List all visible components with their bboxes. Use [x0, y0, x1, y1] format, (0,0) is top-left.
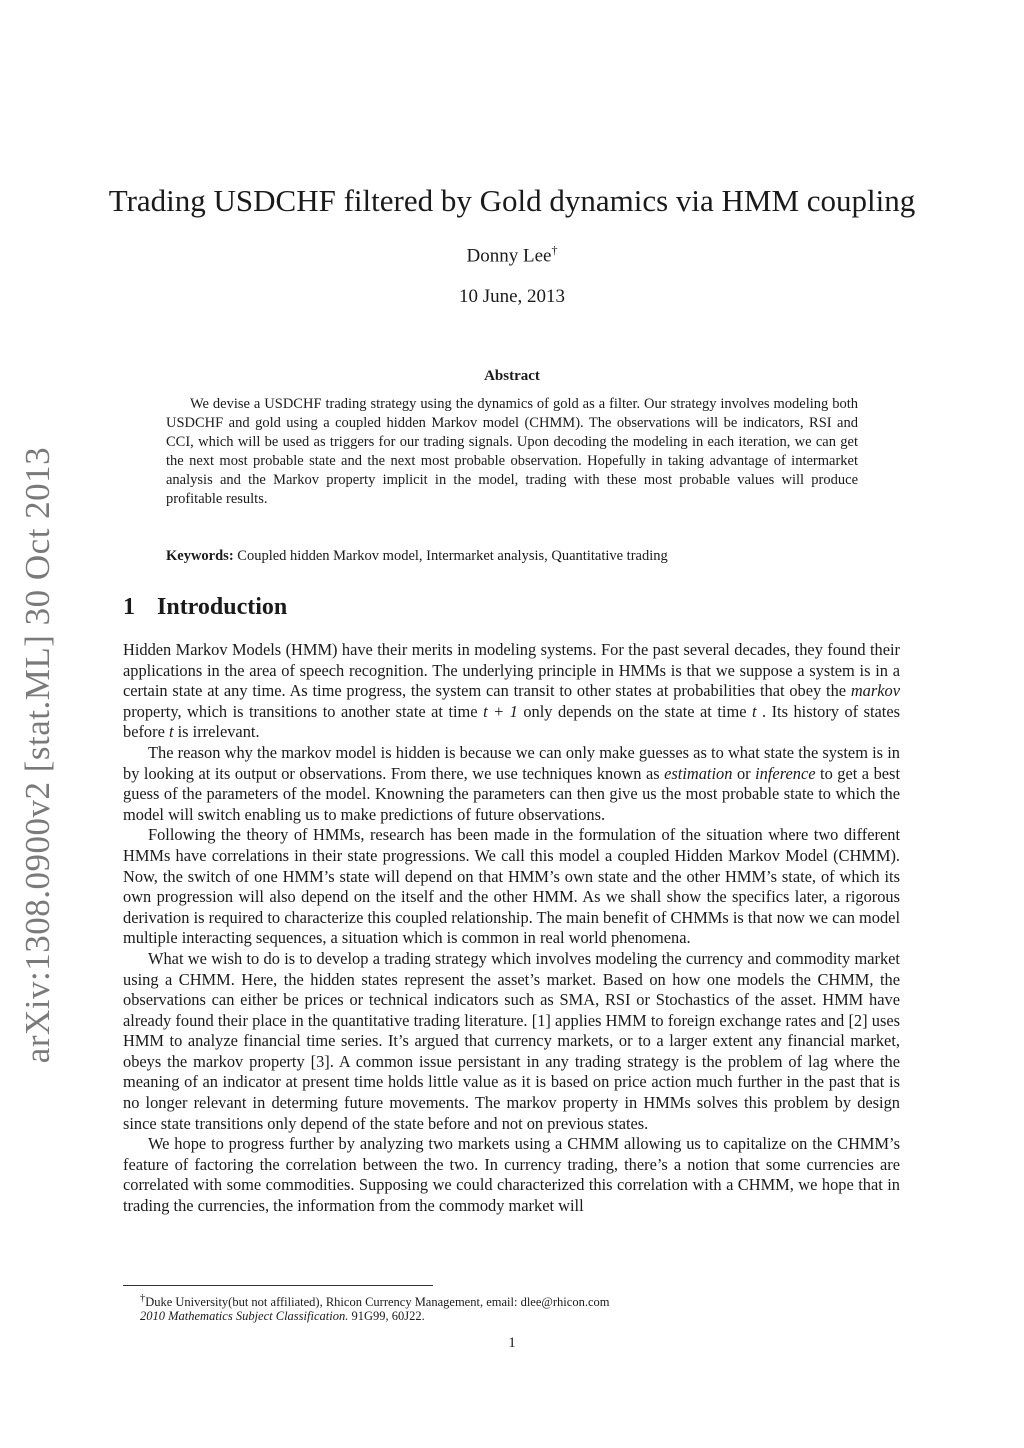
- keywords-line: [166, 547, 858, 566]
- paragraph-1-text-c: only depends on the state at time: [517, 701, 752, 721]
- paragraph-2-text-a: The reason why the markov model is hidden is because we can only make guesses as to what state the system is in by looking at its output or observations. From there, we use techniques known as: [123, 742, 900, 783]
- author-line: [0, 243, 1024, 267]
- abstract-heading: Abstract: [484, 368, 540, 384]
- section-number: 1: [123, 594, 135, 620]
- paragraph-1-emphasis-markov: markov: [850, 681, 900, 701]
- author-footnote-mark: †: [551, 243, 558, 257]
- paragraph-2: [123, 743, 900, 825]
- paragraph-2-emphasis-estimation: estimation: [664, 763, 733, 783]
- msc-label: 2010 Mathematics Subject Classification.: [140, 1309, 349, 1323]
- paper-title: Trading USDCHF filtered by Gold dynamics via HMM coupling: [108, 183, 916, 218]
- publication-date: 10 June, 2013: [458, 286, 566, 307]
- paragraph-1: [123, 640, 900, 743]
- msc-codes: 91G99, 60J22.: [348, 1309, 425, 1323]
- section-title: Introduction: [157, 594, 288, 620]
- paragraph-1-math-t-plus-1: t + 1: [483, 701, 518, 721]
- paragraph-4: What we wish to do is to develop a trading strategy which involves modeling the currency and commodity market using a CHMM. Here, the hidden states represent the asset’s market. Based on how one models the CHMM, the observations can either be prices or technical indicators such as SMA, RSI or Stochastics of the asset. HMM have already found their place in the quantitative trading literature. [1] applies HMM to foreign exchange rates and [2] uses HMM to analyze financial time series. It’s argued that currency markets, or to a larger extent any financial market, obeys the markov property [3]. A common issue persistant in any trading strategy is the problem of lag where the meaning of an indicator at present time holds little value as it is based on price action much further in the past that is no longer relevant in determing future movements. The markov property in HMMs solves this problem by design since state transitions only depend of the state before and not on previous states.: [123, 948, 900, 1133]
- paragraph-5: We hope to progress further by analyzing two markets using a CHMM allowing us to capitalize on the CHMM’s feature of factoring the correlation between the two. In currency trading, there’s a notion that some currencies are correlated with some commodities. Supposing we could characterized this correlation with a CHMM, we hope that in trading the currencies, the information from the commody market will: [123, 1134, 900, 1216]
- footnote-mark: †: [140, 1293, 146, 1304]
- footnote-rule: [123, 1285, 433, 1286]
- keywords-text: Coupled hidden Markov model, Intermarket analysis, Quantitative trading: [237, 548, 668, 564]
- paragraph-1-text-d: . Its history of states before: [123, 701, 901, 742]
- keywords-label: Keywords:: [166, 548, 234, 564]
- paragraph-2-text-c: to get a best guess of the parameters of the model. Knowning the parameters can then give us the most probable state to which the model will switch enabling us to make predictions of future observations.: [123, 763, 900, 824]
- footnote-affiliation-text: Duke University(but not affiliated), Rhicon Currency Management, email: dlee@rhicon.com: [145, 1295, 610, 1310]
- paragraph-2-emphasis-inference: inference: [755, 763, 816, 783]
- footnote-msc: [140, 1308, 900, 1324]
- section-heading-introduction: [123, 594, 287, 621]
- page-number: 1: [508, 1335, 516, 1351]
- paragraph-3: Following the theory of HMMs, research has been made in the formulation of the situation where two different HMMs have correlations in their state progressions. We call this model a coupled Hidden Markov Model (CHMM). Now, the switch of one HMM’s state will depend on that HMM’s own state and the other HMM’s state, of which its own progression will also depend on the itself and the other HMM. As we shall show the specifics later, a rigorous derivation is required to characterize this coupled relationship. The main benefit of CHMMs is that now we can model multiple interacting sequences, a situation which is common in real world phenomena.: [123, 825, 900, 948]
- author-name: Donny Lee: [466, 245, 552, 267]
- paragraph-1-math-t-2: t: [168, 722, 174, 742]
- paragraph-2-text-b: or: [732, 763, 756, 783]
- paragraph-1-text-e: is irrelevant.: [173, 722, 260, 742]
- abstract-text: We devise a USDCHF trading strategy using the dynamics of gold as a filter. Our strategy involves modeling both USDCHF and gold using a coupled hidden Markov model (CHMM). The observations will be indicators, RSI and CCI, which will be used as triggers for our trading signals. Upon decoding the modeling in each iteration, we can get the next most probable state and the next most probable observation. Hopefully in taking advantage of intermarket analysis and the Markov property implicit in the model, trading with these most probable values will produce profitable results.: [166, 396, 858, 507]
- paragraph-1-text-a: Hidden Markov Models (HMM) have their merits in modeling systems. For the past several decades, they found their applications in the area of speech recognition. The underlying principle in HMMs is that we suppose a system is in a certain state at any time. As time progress, the system can transit to other states at probabilities that obey the: [123, 640, 900, 701]
- paragraph-1-text-b: property, which is transitions to another state at time: [123, 701, 484, 721]
- introduction-body: [123, 640, 900, 1217]
- paragraph-1-math-t: t: [751, 701, 757, 721]
- arxiv-identifier-stamp: arXiv:1308.0900v2 [stat.ML] 30 Oct 2013: [18, 446, 57, 1064]
